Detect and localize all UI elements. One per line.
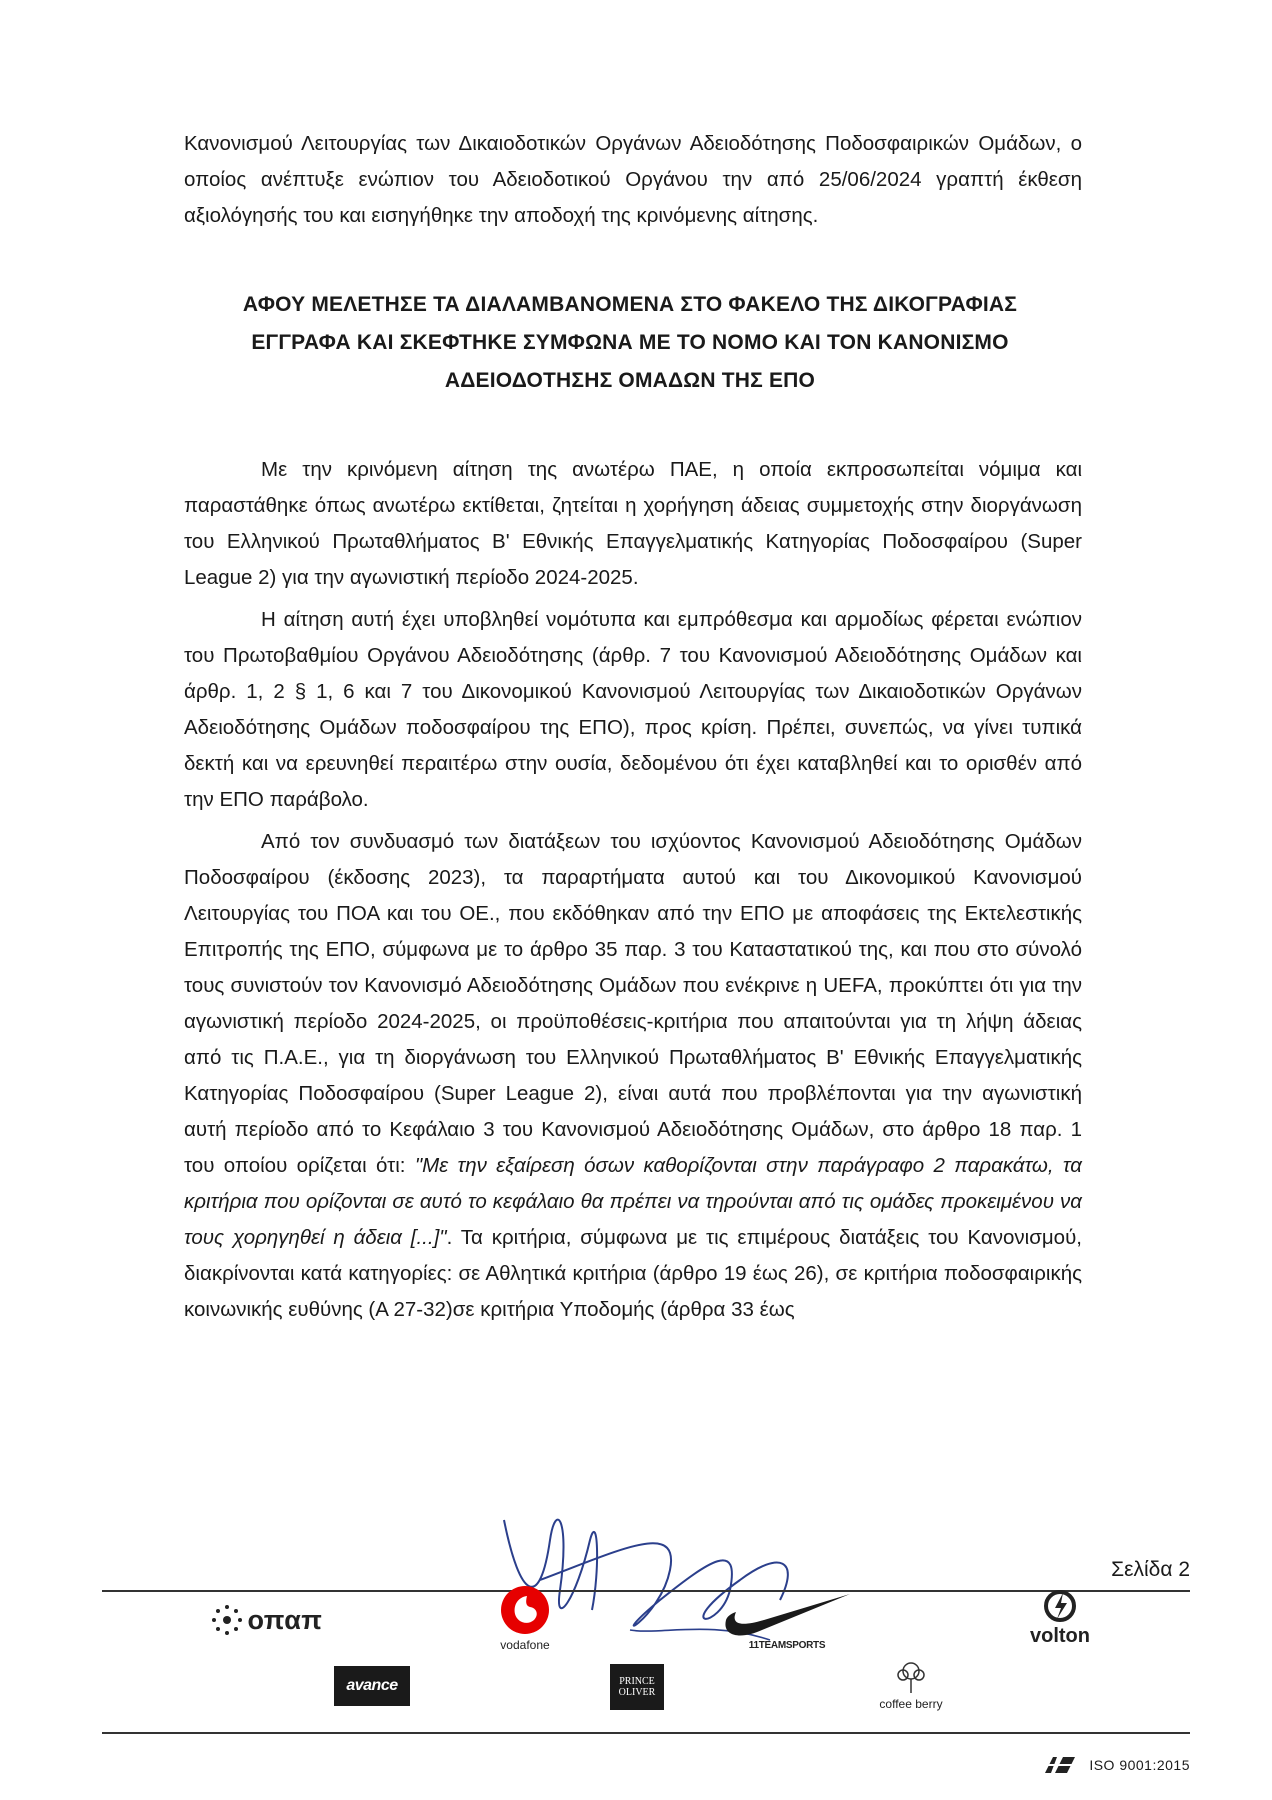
intro-paragraph	[184, 126, 1082, 234]
criteria-quote: "Με την εξαίρεση όσων καθορίζονται στην παράγραφο 2 παρακάτω, τα κριτήρια που ορίζονται σε αυτό το κεφάλαιο θα πρέπει να τηρούνται από τις ομάδες προκειμένου να τους χορηγηθεί η άδεια [...]"	[184, 1154, 1082, 1249]
heading-line-3: ΑΔΕΙΟΔΟΤΗΣΗΣ ΟΜΑΔΩΝ ΤΗΣ ΕΠΟ	[444, 369, 816, 392]
nike-swoosh-icon	[722, 1590, 852, 1638]
nike-logo	[712, 1580, 862, 1660]
volton-bolt-icon	[1043, 1589, 1077, 1623]
intro-text: Κανονισμού Λειτουργίας των Δικαιοδοτικών Οργάνων Αδειοδότησης Ποδοσφαιρικών Ομάδων, ο οποίος ανέπτυξε ενώπιον του Αδειοδοτικού Οργάνου την από 25/06/2024 γραπτή έκθεση αξιολόγησής του και εισηγήθηκε την αποδοχή της κρινόμενης αίτησης.	[184, 132, 1082, 227]
main-body	[184, 452, 1082, 1334]
avance-wordmark: avance	[346, 1677, 398, 1694]
certification-mark-icon	[1043, 1756, 1077, 1774]
page-number: Σελίδα 2	[1111, 1558, 1190, 1581]
avance-logo	[334, 1666, 410, 1706]
iso-certification	[1043, 1756, 1190, 1774]
prince-oliver-logo	[610, 1664, 664, 1710]
coffee-berry-logo	[856, 1654, 966, 1718]
coffee-berry-wordmark: coffee berry	[879, 1697, 943, 1711]
paragraph-admissibility: Η αίτηση αυτή έχει υποβληθεί νομότυπα και εμπρόθεσμα και αρμοδίως φέρεται ενώπιον του Πρωτοβαθμίου Οργάνου Αδειοδότησης (άρθρ. 7 του Κανονισμού Αδειοδότησης Ομάδων και άρθρ. 1, 2 § 1, 6 και 7 του Δικονομικού Κανονισμού Λειτουργίας των Δικαιοδοτικών Οργάνων Αδειοδότησης Ομάδων ποδοσφαίρου της ΕΠΟ), προς κρίση. Πρέπει, συνεπώς, να γίνει τυπικά δεκτή και να ερευνηθεί περαιτέρω στην ουσία, δεδομένου ότι έχει καταβληθεί και το ορισθέν από την ΕΠΟ παράβολο.	[184, 608, 1082, 811]
volton-wordmark: volton	[1030, 1624, 1090, 1647]
opap-wordmark: οπαπ	[247, 1604, 323, 1635]
vodafone-logo	[470, 1568, 580, 1668]
opap-logo	[196, 1590, 336, 1650]
criteria-text-end: . Τα κριτήρια, σύμφωνα με τις επιμέρους διατάξεις του Κανονισμού, διακρίνονται κατά κατηγορίες: σε Αθλητικά κριτήρια (άρθρο 19 έως 26), σε κριτήρια ποδοσφαιρικής κοινωνικής ευθύνης (Α 27-32)σε κριτήρια Υποδομής (άρθρα 33 έως	[184, 1226, 1082, 1321]
paragraph-application: Με την κρινόμενη αίτηση της ανωτέρω ΠΑΕ, η οποία εκπροσωπείται νόμιμα και παραστάθηκε όπως ανωτέρω εκτίθεται, ζητείται η χορήγηση άδειας συμμετοχής στην διοργάνωση του Ελληνικού Πρωταθλήματος Β' Εθνικής Επαγγελματικής Κατηγορίας Ποδοσφαίρου (Super League 2) για την αγωνιστική περίοδο 2024-2025.	[184, 458, 1082, 589]
iso-label: ISO 9001:2015	[1089, 1757, 1190, 1773]
vodafone-speechmark-icon	[499, 1584, 551, 1636]
paragraph-criteria	[184, 824, 1082, 1328]
coffee-tree-icon	[891, 1661, 931, 1695]
nike-wordmark: 11TEAMSPORTS	[748, 1639, 826, 1651]
heading-line-2: ΕΓΓΡΑΦΑ ΚΑΙ ΣΚΕΦΤΗΚΕ ΣΥΜΦΩΝΑ ΜΕ ΤΟ ΝΟΜΟ ΚΑΙ ΤΟΝ ΚΑΝΟΝΙΣΜΟ	[251, 331, 1009, 354]
criteria-text-start: Από τον συνδυασμό των διατάξεων του ισχύοντος Κανονισμού Αδειοδότησης Ομάδων Ποδοσφαίρου (έκδοσης 2023), τα παραρτήματα αυτού και του Δικονομικού Κανονισμού Λειτουργίας του ΠΟΑ και του ΟΕ., που εκδόθηκαν από την ΕΠΟ με αποφάσεις της Εκτελεστικής Επιτροπής της ΕΠΟ, σύμφωνα με το άρθρο 35 παρ. 3 του Καταστατικού της, και που στο σύνολό τους συνιστούν τον Κανονισμό Αδειοδότησης Ομάδων που ενέκρινε η UEFA, προκύπτει ότι για την αγωνιστική περίοδο 2024-2025, οι προϋποθέσεις-κριτήρια που απαιτούνται για τη λήψη άδειας από τις Π.Α.Ε., για τη διοργάνωση του Ελληνικού Πρωταθλήματος Β' Εθνικής Επαγγελματικής Κατηγορίας Ποδοσφαίρου (Super League 2), είναι αυτά που προβλέπονται για την αγωνιστική αυτή περίοδο από το Κεφάλαιο 3 του Κανονισμού Αδειοδότησης Ομάδων, στο άρθρο 18 παρ. 1 του οποίου ορίζεται ότι:	[184, 830, 1082, 1177]
heading-line-1: ΑΦΟΥ ΜΕΛΕΤΗΣΕ ΤΑ ΔΙΑΛΑΜΒΑΝΟΜΕΝΑ ΣΤΟ ΦΑΚΕΛΟ ΤΗΣ ΔΙΚΟΓΡΑΦΙΑΣ	[242, 293, 1018, 316]
opap-stars-icon	[210, 1603, 244, 1637]
vodafone-wordmark: vodafone	[500, 1638, 550, 1652]
volton-logo	[1010, 1578, 1110, 1658]
prince-oliver-wordmark: PRINCE OLIVER	[618, 1676, 656, 1698]
footer-bottom-rule	[102, 1732, 1190, 1734]
section-heading	[150, 286, 1110, 400]
